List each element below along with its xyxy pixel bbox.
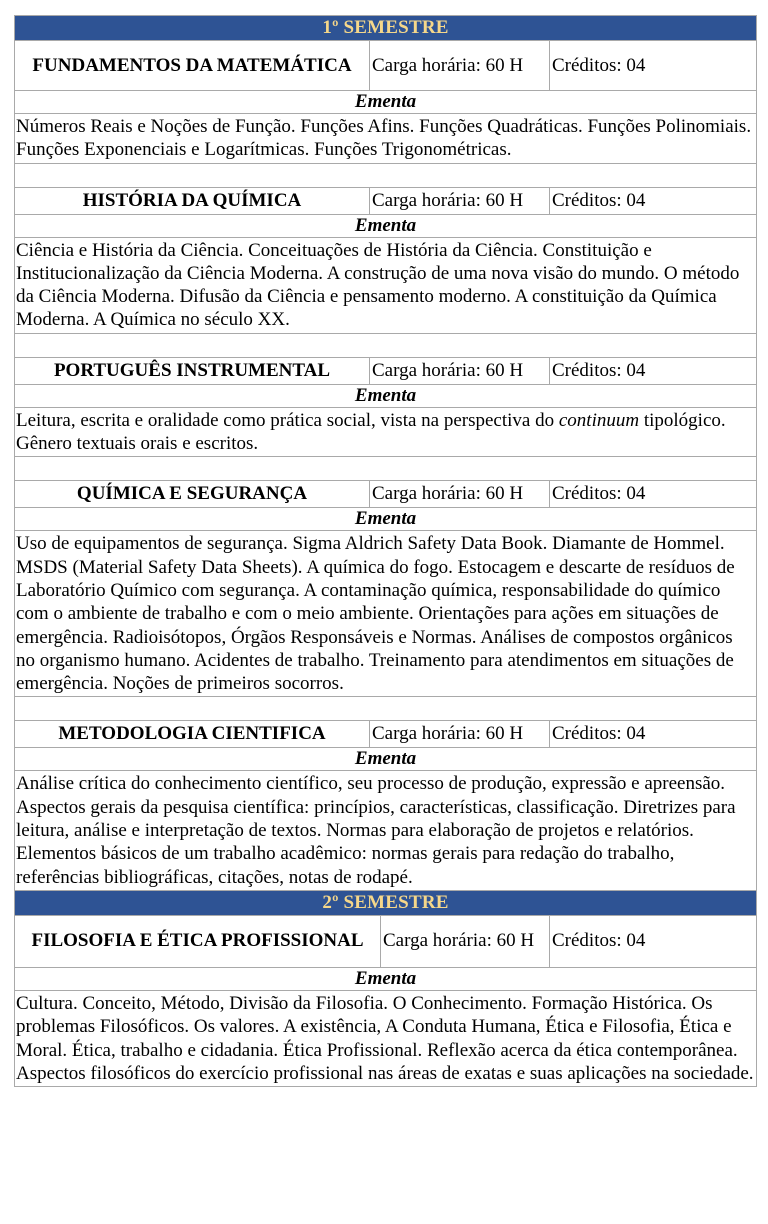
ementa-label: Ementa [15, 91, 757, 114]
spacer-row [15, 457, 757, 481]
course-workload: Carga horária: 60 H [370, 41, 550, 91]
ementa-label: Ementa [15, 967, 757, 990]
course-credits: Créditos: 04 [550, 481, 757, 508]
ementa-text-part: tipológico. Gênero textuais orais e escritos. [16, 409, 726, 455]
course-title: HISTÓRIA DA QUÍMICA [15, 187, 370, 214]
ementa-label: Ementa [15, 384, 757, 407]
course-title: FUNDAMENTOS DA MATEMÁTICA [15, 41, 370, 91]
ementa-text: Cultura. Conceito, Método, Divisão da Filosofia. O Conhecimento. Formação Histórica. Os problemas Filosóficos. Os valores. A existência, A Conduta Humana, Ética e Filosofia, Ética e Moral. Ética, trabalho e cidadania. Ética Profissional. Reflexão acerca da ética contemporânea. Aspectos filosóficos do exercício profissional nas áreas de exatas e suas aplicações na sociedade. [15, 990, 757, 1086]
course-credits: Créditos: 04 [550, 721, 757, 748]
spacer-row [15, 333, 757, 357]
course-title: QUÍMICA E SEGURANÇA [15, 481, 370, 508]
course-credits: Créditos: 04 [550, 915, 757, 967]
semester-2-table [14, 890, 757, 1087]
course-workload: Carga horária: 60 H [370, 357, 550, 384]
ementa-italic-term: continuum [558, 409, 640, 431]
course-workload: Carga horária: 60 H [370, 187, 550, 214]
ementa-label: Ementa [15, 214, 757, 237]
semester-header: 1º SEMESTRE [15, 16, 757, 41]
semester-1-table [14, 15, 757, 891]
ementa-text: Análise crítica do conhecimento científico, seu processo de produção, expressão e apreensão. Aspectos gerais da pesquisa científica: princípios, características, classificação. Diretrizes para leitura, análise e interpretação de textos. Normas para elaboração de projetos e relatórios. Elementos básicos de um trabalho acadêmico: normas gerais para redação do trabalho, referências bibliográficas, citações, notas de rodapé. [15, 771, 757, 890]
ementa-label: Ementa [15, 508, 757, 531]
course-credits: Créditos: 04 [550, 187, 757, 214]
ementa-text: Ciência e História da Ciência. Conceituações de História da Ciência. Constituição e Institucionalização da Ciência Moderna. A construção de uma nova visão do mundo. O método da Ciência Moderna. Difusão da Ciência e pensamento moderno. A constituição da Química Moderna. A Química no século XX. [15, 237, 757, 333]
course-credits: Créditos: 04 [550, 357, 757, 384]
ementa-text [15, 407, 757, 457]
course-title: METODOLOGIA CIENTIFICA [15, 721, 370, 748]
semester-header: 2º SEMESTRE [15, 890, 757, 915]
course-workload: Carga horária: 60 H [370, 721, 550, 748]
ementa-text-part: Leitura, escrita e oralidade como prática social, vista na perspectiva do [16, 409, 559, 431]
ementa-label: Ementa [15, 748, 757, 771]
ementa-text: Uso de equipamentos de segurança. Sigma Aldrich Safety Data Book. Diamante de Hommel. MSDS (Material Safety Data Sheets). A química do fogo. Estocagem e descarte de resíduos de Laboratório Químico com segurança. A contaminação química, responsabilidade do químico com o ambiente de trabalho e com o meio ambiente. Orientações para ações em situações de emergência. Radioisótopos, Órgãos Responsáveis e Normas. Análises de compostos orgânicos no organismo humano. Acidentes de trabalho. Treinamento para atendimentos em situações de emergência. Noções de primeiros socorros. [15, 531, 757, 697]
course-credits: Créditos: 04 [550, 41, 757, 91]
course-title: FILOSOFIA E ÉTICA PROFISSIONAL [15, 915, 381, 967]
ementa-text: Números Reais e Noções de Função. Funções Afins. Funções Quadráticas. Funções Polinomiais. Funções Exponenciais e Logarítmicas. Funções Trigonométricas. [15, 114, 757, 164]
spacer-row [15, 163, 757, 187]
spacer-row [15, 697, 757, 721]
course-workload: Carga horária: 60 H [381, 915, 550, 967]
course-workload: Carga horária: 60 H [370, 481, 550, 508]
curriculum-document [14, 15, 756, 1087]
course-title: PORTUGUÊS INSTRUMENTAL [15, 357, 370, 384]
